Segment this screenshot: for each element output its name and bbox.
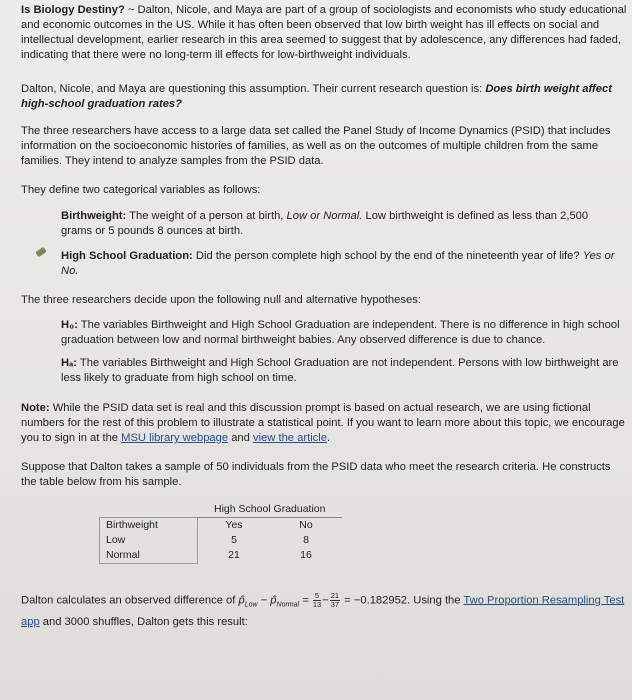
intro-paragraph <box>21 3 631 63</box>
result-value: = −0.182952. Using the <box>341 594 464 607</box>
intro-title: Is Biology Destiny? <box>21 4 125 16</box>
table-row-label-normal: Normal <box>100 548 198 564</box>
fraction-normal-numerator: 21 <box>330 591 340 600</box>
result-post: and 3000 shuffles, Dalton gets this result: <box>39 615 248 628</box>
h0-label: H₀: <box>61 319 78 331</box>
define-sentence: They define two categorical variables as follows: <box>21 184 261 196</box>
table-cell-normal-yes: 21 <box>228 549 240 562</box>
variable-graduation <box>61 249 626 279</box>
fraction-low <box>313 592 321 609</box>
psid-paragraph: The three researchers have access to a large data set called the Panel Study of Income Dynamics (PSID) that includes information on the socioeconomic histories of families, as well as on the outcomes of multiple children from the same families. They intend to analyze samples from the PSID data. <box>21 125 611 167</box>
null-hypothesis <box>61 318 629 348</box>
table-row-label-low: Low <box>100 533 198 548</box>
var2-text: Did the person complete high school by the end of the nineteenth year of life? <box>192 250 583 262</box>
var1-text: The weight of a person at birth, <box>126 210 287 222</box>
ha-text: The variables Birthweight and High School Graduation are not independent. Persons with low birthweight are less likely to graduate from high school on time. <box>61 357 619 384</box>
table-row-header: Birthweight <box>100 518 198 534</box>
variable-birthweight <box>61 209 616 239</box>
fraction-low-numerator: 5 <box>313 592 321 601</box>
result-paragraph: Dalton calculates an observed difference of $p̂_{Low}$ − $p̂_{Normal}$ = $\frac{5}{13}$ − $\frac{21}{37}$ = −0.182952. Using the Two Proportion Resampling Test app and 3000 shuffles, Dalton gets this result: <box>21 591 625 628</box>
note-text: While the PSID data set is real and this discussion prompt is based on actual research, we are using fictional numbers for the rest of this problem to illustrate a statistical point. If you want to learn more about this topic, we encourage you to sign in at the <box>21 402 625 444</box>
table-cell-normal-no: 16 <box>300 549 312 562</box>
h0-text: The variables Birthweight and High School Graduation are independent. There is no difference in high school graduation between low and normal birthweight babies. Any observed difference is due to chance. <box>61 319 620 346</box>
note-mid: and <box>228 432 253 444</box>
alternative-hypothesis <box>61 356 626 386</box>
result-eq: = <box>299 594 312 607</box>
pencil-mark <box>35 247 47 258</box>
var1-text2: Low birthweight is defined as less than 2,500 grams or 5 pounds 8 ounces at birth. <box>61 210 589 237</box>
msu-library-link[interactable]: MSU library webpage <box>121 432 229 444</box>
fraction-normal <box>330 592 340 609</box>
table-column-header: High School Graduation <box>198 502 343 518</box>
contingency-table <box>99 502 342 564</box>
note-label: Note: <box>21 402 50 414</box>
question-italic: Does birth weight affect high-school graduation rates? <box>21 83 612 110</box>
var1-options: Low or Normal. <box>286 210 363 222</box>
question-text: Dalton, Nicole, and Maya are questioning this assumption. Their current research question is: <box>21 83 486 95</box>
table-row <box>100 548 343 564</box>
intro-body: ~ Dalton, Nicole, and Maya are part of a group of sociologists and economists who study educational and economic outcomes in the US. While it has often been observed that low birth weight has ill effects on social and intellectual development, earlier research in this area seemed to suggest that by adolescence, any differences had faded, indicating that there were no long-term ill effects for low-birthweight individuals. <box>21 4 627 61</box>
var2-label: High School Graduation: <box>61 250 193 262</box>
var2-options: Yes or No. <box>61 250 615 277</box>
note-end: . <box>326 432 331 444</box>
var1-label: Birthweight: <box>61 210 127 222</box>
table-col-no: No <box>299 519 313 531</box>
p-hat-low: p̂ <box>238 594 245 607</box>
p-normal-subscript: Normal <box>276 601 300 609</box>
fraction-normal-denominator: 37 <box>330 600 340 609</box>
fraction-low-denominator: 13 <box>312 600 322 609</box>
result-pre: Dalton calculates an observed difference of <box>21 594 239 607</box>
table-cell-low-yes: 5 <box>231 534 237 546</box>
table-corner <box>100 502 198 518</box>
ha-label: Hₐ: <box>61 357 78 369</box>
table-cell-low-no: 8 <box>303 534 309 546</box>
resampling-app-link[interactable]: Two Proportion Resampling Test app <box>21 594 625 628</box>
p-hat-normal: p̂ <box>270 594 277 607</box>
view-article-link[interactable]: view the article <box>252 432 327 444</box>
hypotheses-intro: The three researchers decide upon the following null and alternative hypotheses: <box>21 294 421 306</box>
p-low-subscript: Low <box>244 601 258 609</box>
sample-paragraph: Suppose that Dalton takes a sample of 50 individuals from the PSID data who meet the research criteria. He constructs the table below from his sample. <box>21 461 611 488</box>
result-minus: − <box>257 594 271 607</box>
data-table <box>99 502 342 564</box>
research-question <box>21 82 621 112</box>
table-row <box>100 533 343 548</box>
table-col-yes: Yes <box>225 519 243 531</box>
note-paragraph <box>21 401 626 446</box>
